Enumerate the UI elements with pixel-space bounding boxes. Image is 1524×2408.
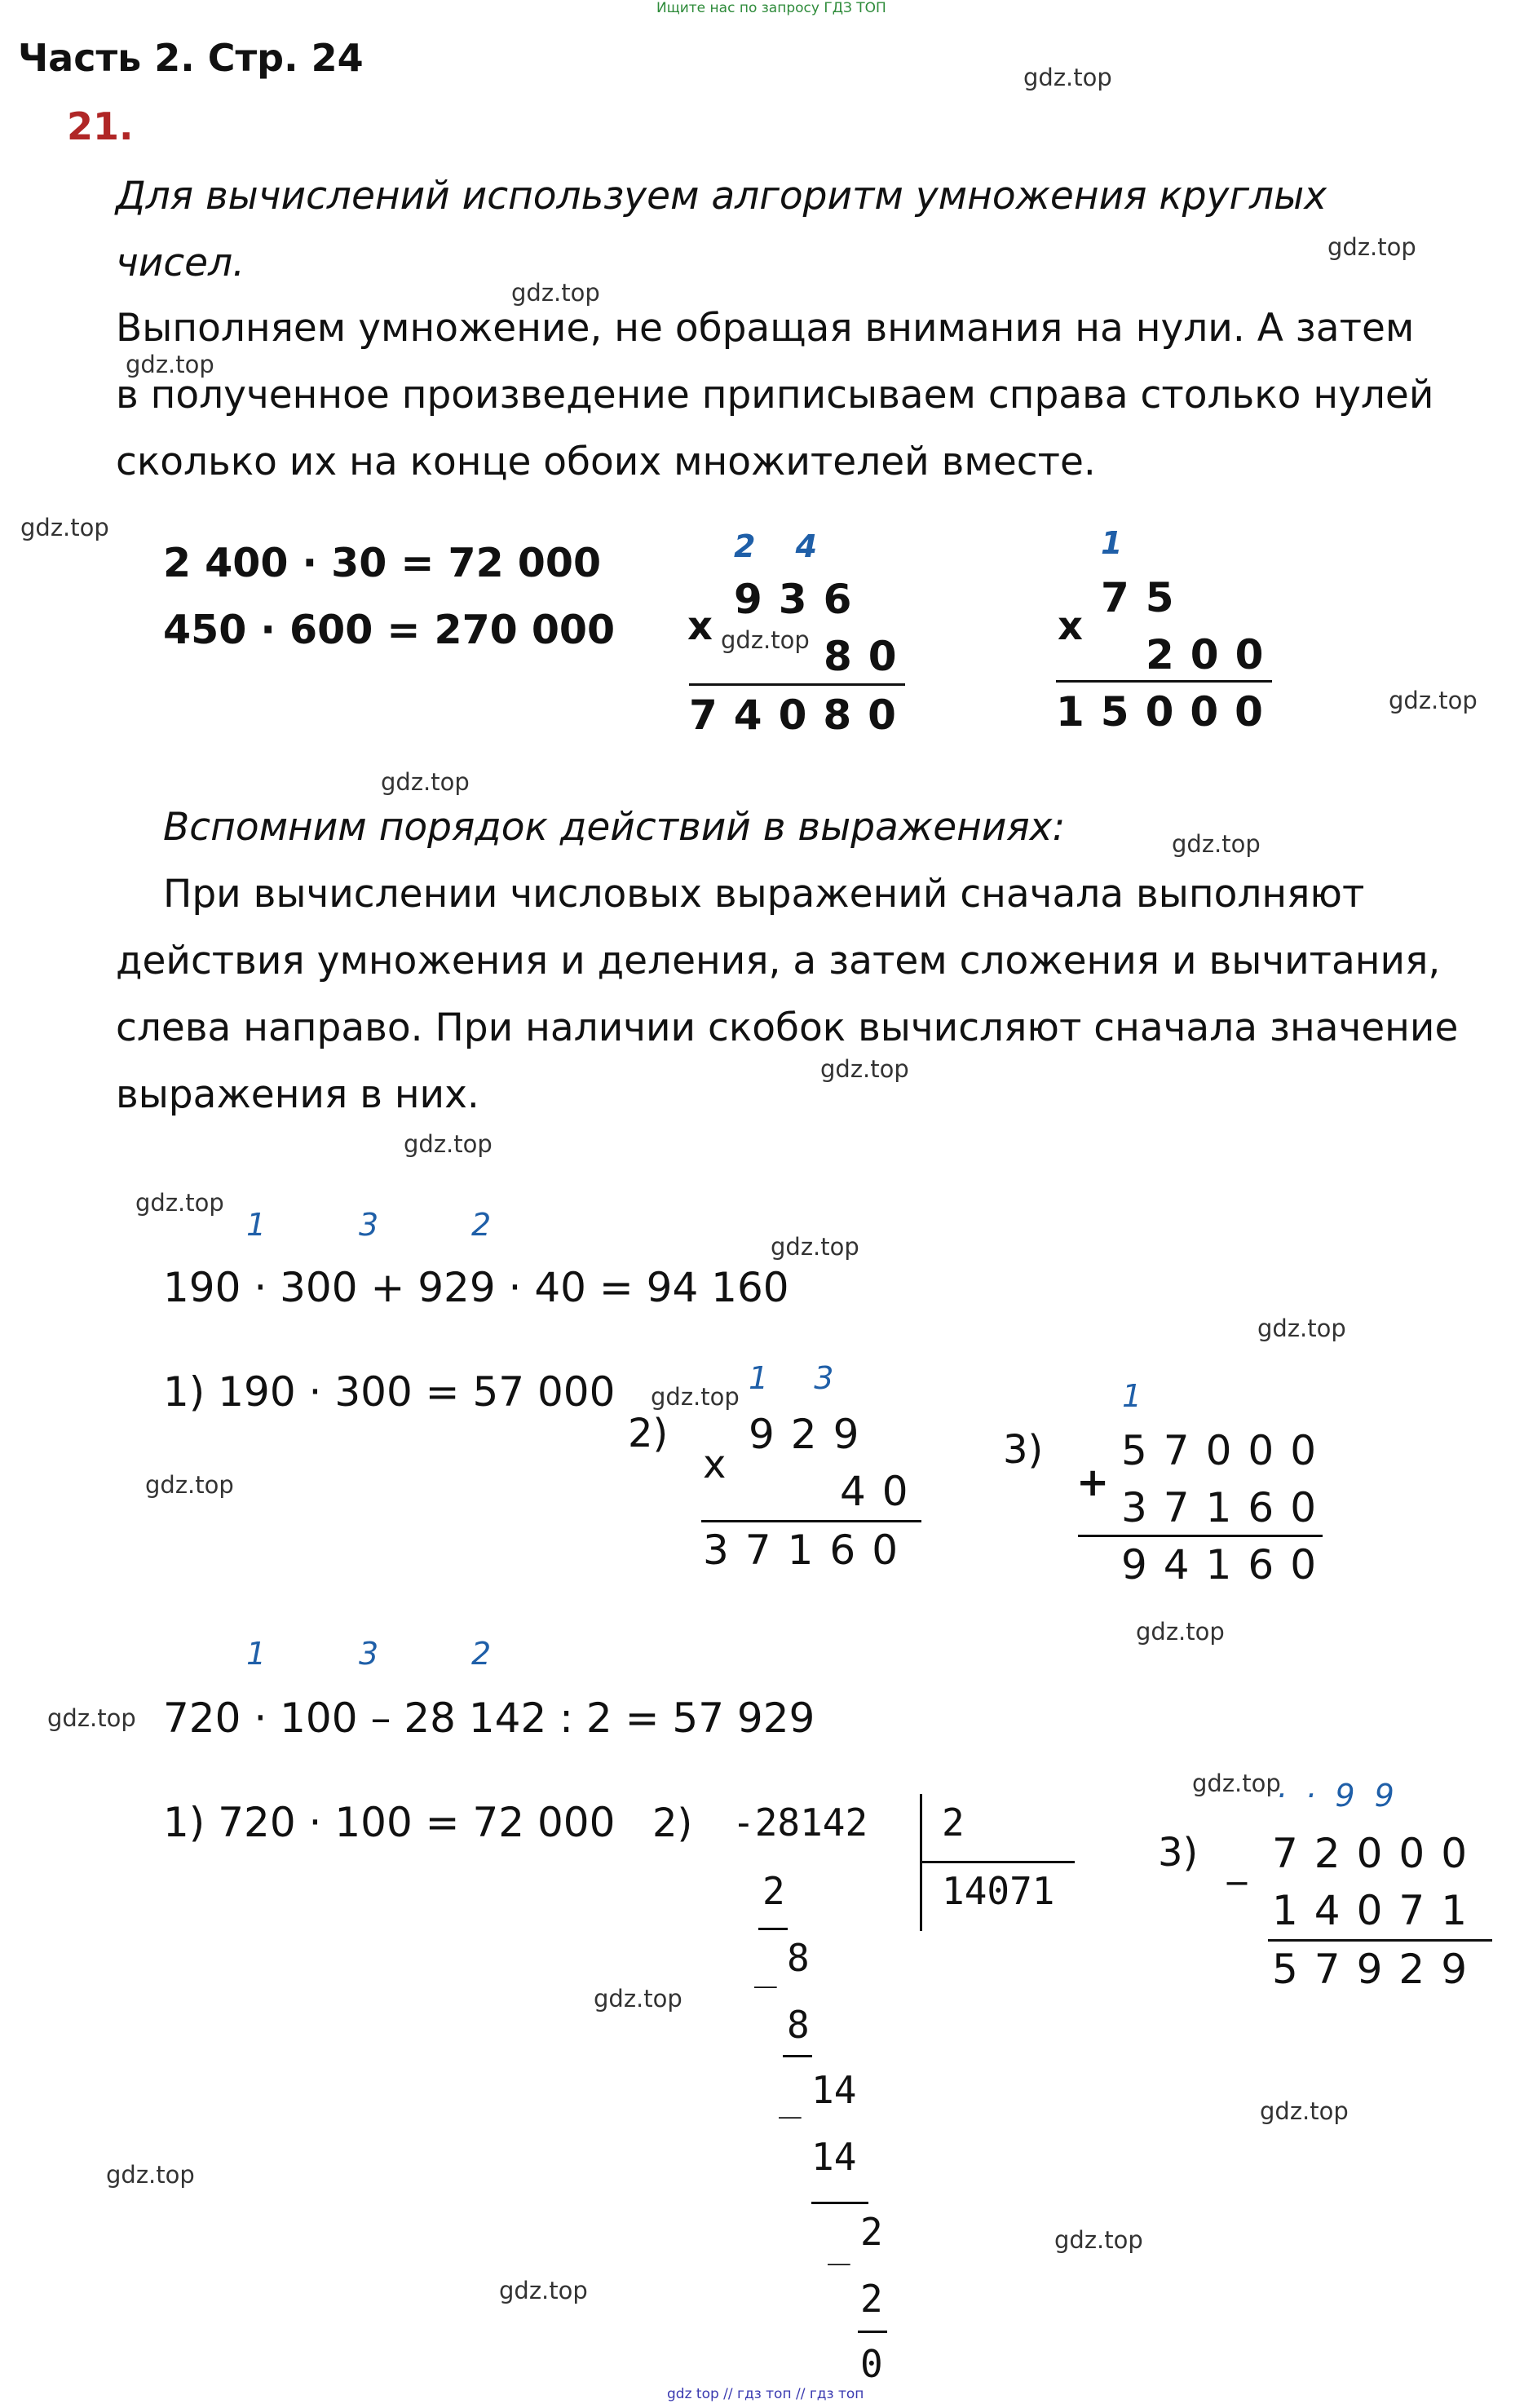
mult1-sign: x: [687, 603, 713, 649]
expr2-step3-sign: _: [1227, 1840, 1247, 1885]
division-step-5: 14: [811, 2135, 857, 2179]
division-rule-1: [758, 1928, 788, 1930]
expr2-mark-3: 3: [359, 1636, 379, 1672]
watermark: gdz.top: [1389, 687, 1478, 714]
expr2-mark-2: 2: [471, 1636, 492, 1672]
division-step-3: 8: [787, 2003, 810, 2047]
expr1-step3-sign: +: [1076, 1460, 1110, 1505]
watermark: gdz.top: [1192, 1770, 1281, 1797]
watermark: gdz.top: [20, 514, 109, 541]
watermark: gdz.top: [594, 1985, 682, 2013]
division-step-4: 14: [811, 2068, 857, 2112]
example-eq-2: 450 · 600 = 270 000: [163, 607, 616, 653]
mult2-result: 15000: [1056, 688, 1279, 736]
watermark: gdz.top: [820, 1055, 909, 1083]
division-minus-2: _: [779, 2074, 802, 2119]
division-step-8: 0: [860, 2342, 883, 2386]
expr1-step2-bottom: 40: [840, 1468, 925, 1515]
expr2-step2-label: 2): [652, 1800, 693, 1846]
order-text: При вычислении числовых выражений сначала выполняют действия умножения и деления, а затем сложения и вычитания, слева направо. При наличии скобок вычисляют сначала значение выражения в них.: [116, 872, 1459, 1117]
watermark: gdz.top: [47, 1704, 136, 1732]
watermark: gdz.top: [771, 1233, 859, 1261]
expr2-step3-rule: [1268, 1939, 1492, 1942]
watermark: gdz.top: [511, 279, 600, 307]
expr1-step2-result: 37160: [703, 1527, 915, 1574]
page-heading: Часть 2. Стр. 24: [18, 36, 364, 80]
expr1-step3-top: 57000: [1121, 1427, 1333, 1474]
intro-line-1: Для вычислений используем алгоритм умножения круглых чисел.: [116, 174, 1327, 285]
expr1-step2-top: 929: [749, 1411, 876, 1458]
watermark: gdz.top: [1260, 2097, 1349, 2125]
expr2-step3-bottom: 14071: [1272, 1887, 1484, 1934]
mult1-top: 936: [734, 576, 868, 623]
expr1-mark-2: 2: [471, 1207, 492, 1243]
mult1-carry: 2 4: [734, 528, 833, 564]
expr1-step2-label: 2): [628, 1411, 669, 1456]
expr1-expression: 190 · 300 + 929 · 40 = 94 160: [163, 1264, 789, 1311]
watermark: gdz.top: [135, 1189, 224, 1217]
intro-line-2: Выполняем умножение, не обращая внимания на нули. А затем в полученное произведение приписываем справа столько нулей сколько их на конце обоих множителей вместе.: [116, 306, 1434, 484]
expr1-mark-1: 1: [246, 1207, 267, 1243]
watermark: gdz.top: [381, 768, 470, 796]
division-step-7: 2: [860, 2277, 883, 2321]
division-step-6: 2: [860, 2210, 883, 2254]
watermark: gdz.top: [721, 626, 810, 654]
order-title: Вспомним порядок действий в выражениях:: [163, 805, 1066, 850]
division-rule-2: [783, 2055, 812, 2057]
watermark: gdz.top: [126, 351, 214, 378]
division-rule-4: [858, 2331, 887, 2333]
watermark: gdz.top: [106, 2161, 195, 2189]
mult2-rule: [1056, 680, 1272, 683]
division-dividend: -28142: [732, 1800, 868, 1845]
watermark: gdz.top: [404, 1130, 493, 1158]
division-minus-1: _: [754, 1944, 777, 1988]
expr2-step3-top: 72000: [1272, 1830, 1484, 1877]
watermark: gdz.top: [1257, 1314, 1346, 1342]
watermark: gdz.top: [651, 1383, 740, 1411]
mult2-sign: x: [1058, 603, 1083, 649]
watermark: gdz.top: [499, 2277, 588, 2304]
bottom-note: gdz top // гдз топ // гдз топ: [667, 2386, 864, 2402]
expr1-step3-result: 94160: [1121, 1541, 1333, 1588]
division-quotient: 14071: [942, 1869, 1055, 1913]
division-step-1: 2: [762, 1869, 785, 1913]
division-minus-3: _: [828, 2221, 850, 2265]
expr1-step3-carry: 1: [1122, 1378, 1142, 1414]
expr2-step3-result: 57929: [1272, 1946, 1484, 1993]
expr1-step2-rule: [701, 1520, 921, 1522]
expr2-mark-1: 1: [246, 1636, 267, 1672]
watermark: gdz.top: [1327, 233, 1416, 261]
expr2-step3-label: 3): [1158, 1830, 1199, 1876]
watermark: gdz.top: [1023, 64, 1112, 91]
watermark: gdz.top: [145, 1471, 234, 1499]
expr2-expression: 720 · 100 – 28 142 : 2 = 57 929: [163, 1694, 815, 1742]
division-divisor: 2: [942, 1800, 965, 1845]
mult2-bottom: 200: [1146, 631, 1280, 678]
expr1-step3-label: 3): [1003, 1427, 1044, 1473]
watermark: gdz.top: [1136, 1618, 1225, 1646]
division-rule-3: [811, 2202, 868, 2204]
expr1-step3-bottom: 37160: [1121, 1484, 1333, 1531]
division-step-2: 8: [787, 1936, 810, 1980]
watermark: gdz.top: [1054, 2226, 1143, 2254]
division-divisor-rule: [920, 1861, 1075, 1863]
expr1-step2-carry: 1 3: [749, 1360, 852, 1396]
expr2-step1: 1) 720 · 100 = 72 000: [163, 1799, 616, 1846]
mult2-top: 75: [1101, 574, 1190, 621]
expr1-mark-3: 3: [359, 1207, 379, 1243]
watermark: gdz.top: [1172, 830, 1261, 858]
example-eq-1: 2 400 · 30 = 72 000: [163, 540, 602, 586]
expr2-step3-dots: · · 9 9: [1276, 1778, 1399, 1814]
task-number: 21.: [67, 104, 134, 148]
top-search-note: Ищите нас по запросу ГДЗ ТОП: [656, 0, 886, 16]
mult1-result: 74080: [689, 691, 912, 739]
mult1-rule: [689, 683, 905, 686]
mult1-bottom: 80: [824, 633, 913, 680]
mult2-carry: 1: [1101, 525, 1123, 561]
expr1-step1: 1) 190 · 300 = 57 000: [163, 1368, 616, 1416]
expr1-step3-rule: [1078, 1535, 1323, 1537]
expr1-step2-sign: x: [703, 1442, 727, 1487]
